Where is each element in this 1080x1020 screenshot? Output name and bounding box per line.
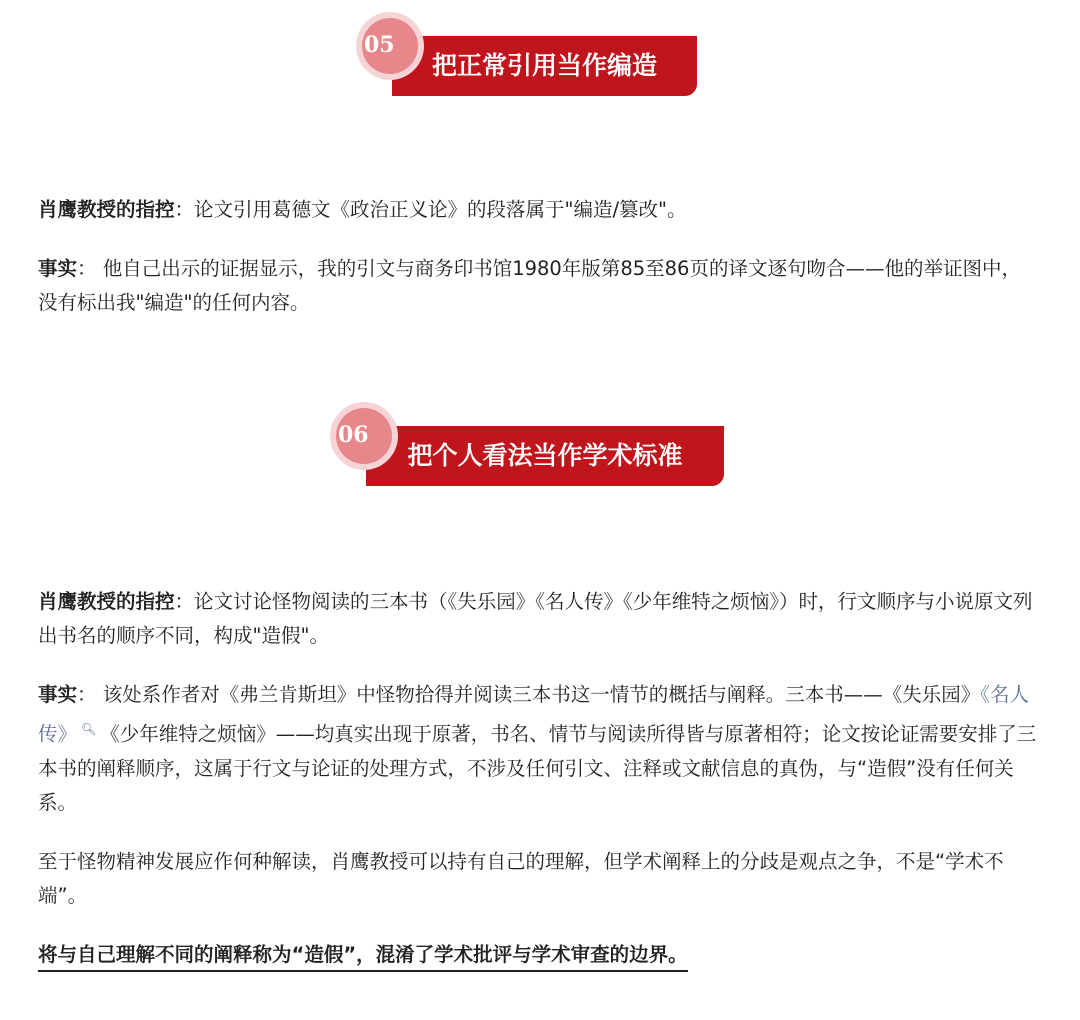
section-05-title-bar [392, 36, 697, 96]
fact-text-b: 《少年维特之烦恼》——均真实出现于原著，书名、情节与阅读所得皆与原著相符；论文按论证需要安排了三本书的阐释顺序，这属于行文与论证的处理方式，不涉及任何引文、注释或文献信息的真伪，与“造假”没有任何关系。 [38, 722, 1037, 814]
fact-label: 事实 [38, 683, 78, 706]
section-06-title: 把个人看法当作学术标准 [407, 441, 683, 470]
section-05-fact [38, 252, 1038, 320]
section-06-fact [38, 678, 1038, 820]
accusation-label: 肖鹰教授的指控 [38, 198, 175, 221]
section-06-header [336, 408, 736, 488]
section-05-number: 05 [364, 32, 395, 58]
book-link-mingrenzhuan[interactable]: 《名人传》 [38, 683, 1029, 746]
section-05-number-badge [362, 18, 418, 74]
accusation-text: ：论文引用葛德文《政治正义论》的段落属于"编造/篡改"。 [174, 198, 687, 221]
section-06-number: 06 [338, 422, 369, 448]
section-05-accusation [38, 193, 1038, 227]
fact-text: ： 他自己出示的证据显示，我的引文与商务印书馆1980年版第85至86页的译文逐句吻合——他的举证图中，没有标出我"编造"的任何内容。 [38, 257, 1021, 314]
accusation-label: 肖鹰教授的指控 [38, 590, 175, 613]
fact-label: 事实 [38, 257, 78, 280]
section-06-opinion [38, 845, 1038, 913]
fact-text-a: ： 该处系作者对《弗兰肯斯坦》中怪物拾得并阅读三本书这一情节的概括与阐释。三本书——《失乐园》 [77, 683, 981, 706]
section-06-conclusion [38, 938, 1038, 972]
opinion-text: 至于怪物精神发展应作何种解读，肖鹰教授可以持有自己的理解，但学术阐释上的分歧是观点之争，不是“学术不端”。 [38, 850, 1004, 907]
section-06-number-badge [336, 408, 392, 464]
search-icon[interactable]: 🔍︎ [81, 722, 97, 736]
section-06-accusation [38, 585, 1038, 653]
section-05-header [362, 18, 702, 98]
conclusion-text: 将与自己理解不同的阐释称为“造假”，混淆了学术批评与学术审查的边界。 [38, 943, 688, 972]
section-05-title: 把正常引用当作编造 [431, 51, 657, 80]
accusation-text: ：论文讨论怪物阅读的三本书（《失乐园》《名人传》《少年维特之烦恼》）时，行文顺序与小说原文列出书名的顺序不同，构成"造假"。 [38, 590, 1033, 647]
section-06-title-bar [366, 426, 724, 486]
